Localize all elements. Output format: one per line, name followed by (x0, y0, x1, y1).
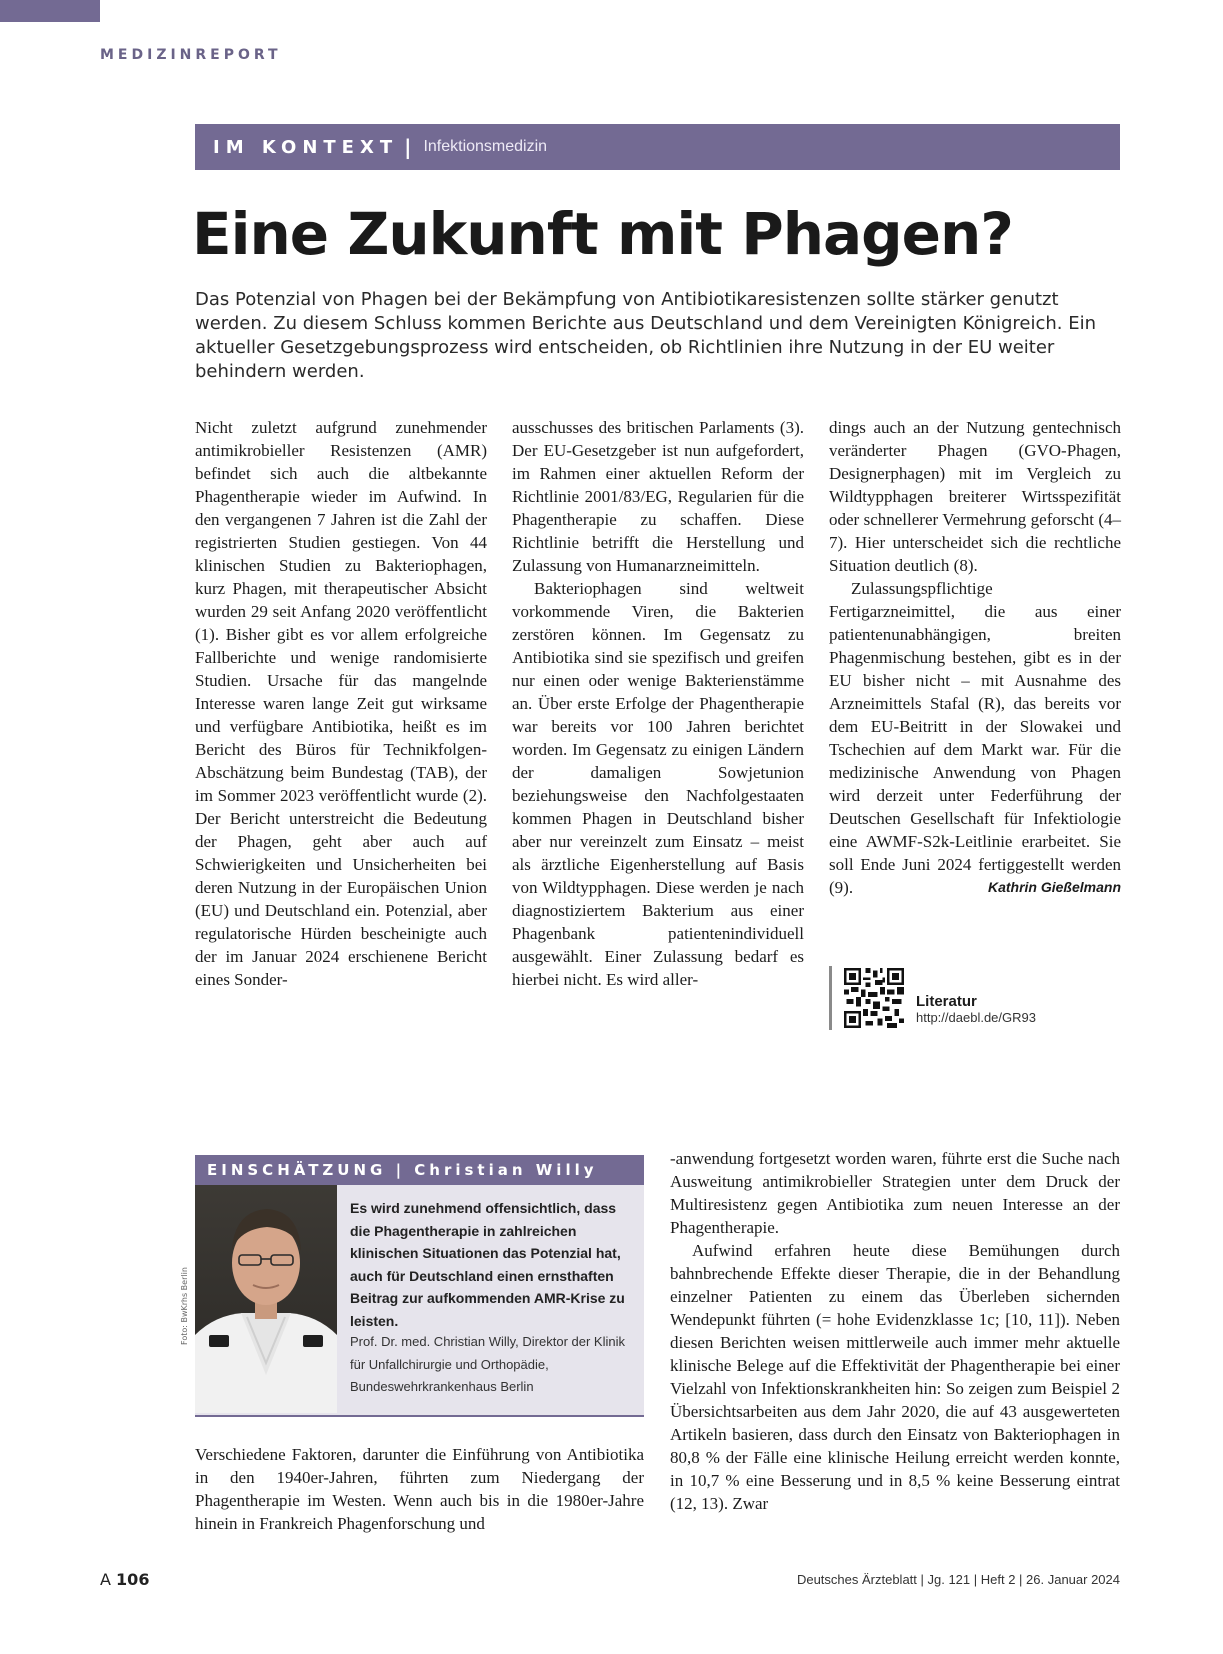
page-number-value: 106 (116, 1570, 150, 1589)
article-headline: Eine Zukunft mit Phagen? (192, 200, 1013, 268)
article-paragraph: Nicht zuletzt aufgrund zunehmender antimikrobieller Resistenzen (AMR) befindet sich auch die altbekannte Phagentherapie wieder im Aufwind. In den vergangenen 7 Jahren ist die Zahl der registrierten Studien gestiegen. Von 44 klinischen Studien zu Bakteriophagen, kurz Phagen, mit therapeutischer Absicht wurden 29 seit Anfang 2020 veröffentlicht (1). Bisher gibt es vor allem erfolgreiche Fallberichte und wenige randomisierte Studien. Ursache für das mangelnde Interesse waren lange Zeit gut wirksame und verfügbare Antibiotika, heißt es im Bericht des Büros für Technikfolgen-Abschätzung beim Bundestag (TAB), der im Sommer 2023 veröffentlicht wurde (2). Der Bericht unterstreicht die Bedeutung der Phagen, geht aber auch auf Schwierigkeiten und Unsicherheiten bei deren Nutzung in der Europäischen Union (EU) und Deutschland ein. Potenzial, aber regulatorische Hürden bescheinigte auch der im Januar 2024 erschienene Bericht eines Sonder- (195, 418, 487, 989)
article-paragraph: ausschusses des britischen Parlaments (3). Der EU-Gesetzgeber ist nun aufgefordert, im Rahmen einer aktuellen Reform der Richtlinie 2001/83/EG, Regularien für die Phagentherapie zu schaffen. Diese Richtlinie betrifft die Herstellung und Zulassung von Humanarzneimitteln. (512, 418, 804, 575)
article-column-2 (512, 416, 804, 991)
literature-text (916, 971, 1036, 1025)
corner-accent-block (0, 0, 100, 22)
page-number (100, 1570, 149, 1589)
section-label: MEDIZINREPORT (100, 47, 282, 63)
assessment-paragraph: Verschiedene Faktoren, darunter die Einführung von Antibiotika in den 1940er-Jahren, führten zum Niedergang der Phagentherapie im Westen. Wenn auch bis in die 1980er-Jahre hinein in Frankreich Phagenforschung und (195, 1445, 644, 1533)
article-paragraph: dings auch an der Nutzung gentechnisch veränderter Phagen (GVO-Phagen, Designerphagen) mit im Vergleich zu Wildtypphagen breiterer Wirtsspezifität oder schnellerer Vermehrung geforscht (4–7). Hier unterscheidet sich die rechtliche Situation deutlich (8). (829, 418, 1121, 575)
article-paragraph-text: Zulassungspflichtige Fertigarzneimittel, die aus einer patientenunabhängigen, breiten Phagenmischung bestehen, gibt es in der EU bisher nicht – mit Ausnahme des Arzneimittels Stafal (R), das bereits vor dem EU-Beitritt in der Slowakei und Tschechien auf dem Markt war. Für die medizinische Anwendung von Phagen wird derzeit unter Federführung der Deutschen Gesellschaft für Infektiologie eine AWMF-S2k-Leitlinie erarbeitet. Sie soll Ende Juni 2024 fertiggestellt werden (9). (829, 579, 1121, 897)
context-separator: | (404, 135, 412, 159)
author-byline: Kathrin Gießelmann (987, 879, 1121, 895)
assessment-quote: Es wird zunehmend offensichtlich, dass die Phagentherapie in zahlreichen klinischen Situationen das Potenzial hat, auch für Deutschland einen ernsthaften Beitrag zur aufkommenden AMR-Krise zu leisten. (350, 1200, 625, 1329)
article-column-1 (195, 416, 487, 991)
literature-reference[interactable] (829, 966, 1036, 1030)
assessment-column-right (670, 1147, 1120, 1515)
assessment-paragraph: Aufwind erfahren heute diese Bemühungen durch bahnbrechende Effekte dieser Therapie, die in der Behandlung einzelner Patienten zu einem das Überleben sichernden Wendepunkt führten (= hohe Evidenzklasse 1c; [10, 11]). Neben diesen Berichten weisen mittlerweile auch immer mehr aktuelle klinische Belege auf die Effektivität der Phagentherapie bei einer Vielzahl von Infektionskrankheiten hin: So zeigen zum Beispiel 2 Übersichtsarbeiten aus dem Jahr 2020, die auf 43 ausgewerteten Artikeln basieren, dass durch den Einsatz von Bakteriophagen in 80,8 % der Fälle eine klinische Heilung erreicht werden konnte, in 10,7 % eine Besserung und in 8,5 % keine Besserung eintrat (12, 13). Zwar (670, 1241, 1120, 1513)
assessment-header: EINSCHÄTZUNG | Christian Willy (195, 1155, 644, 1185)
literature-title: Literatur (916, 993, 977, 1010)
portrait-image (195, 1185, 337, 1413)
author-photo (195, 1185, 337, 1413)
context-bar (195, 124, 1120, 170)
context-topic: Infektionsmedizin (423, 138, 548, 155)
article-lead: Das Potenzial von Phagen bei der Bekämpfung von Antibiotikaresistenzen sollte stärker genutzt werden. Zu diesem Schluss kommen Berichte aus Deutschland und dem Vereinigten Königreich. Ein aktueller Gesetzgebungsprozess wird entscheiden, ob Richtlinien ihre Nutzung in der EU weiter behindern werden. (195, 289, 1097, 382)
photo-caption: Prof. Dr. med. Christian Willy, Direktor der Klinik für Unfallchirurgie und Orthopädie, Bundeswehrkrankenhaus Berlin (350, 1334, 625, 1394)
qr-code-icon[interactable] (844, 968, 904, 1028)
assessment-box (195, 1185, 644, 1417)
assessment-paragraph: -anwendung fortgesetzt worden waren, führte erst die Suche nach Ausweitung antimikrobieller Strategien unter dem Druck der Multiresistenz gegen Antibiotika zum neuen Interesse an der Phagentherapie. (670, 1149, 1120, 1237)
context-kicker: IM KONTEXT (213, 136, 399, 158)
article-paragraph: Bakteriophagen sind weltweit vorkommende Viren, die Bakterien zerstören können. Im Gegensatz zu Antibiotika sind sie spezifisch und greifen nur einen oder wenige Bakterienstämme an. Über erste Erfolge der Phagentherapie war bereits vor 100 Jahren berichtet worden. Im Gegensatz zu einigen Ländern der damaligen Sowjetunion beziehungsweise den Nachfolgestaaten kommen Phagen in Deutschland bisher aber nur vereinzelt zum Einsatz – meist als ärztliche Eigenherstellung auf Basis von Wildtypphagen. Diese werden je nach diagnostiziertem Bakterium aus einer Phagenbank patientenindividuell ausgewählt. Einer Zulassung bedarf es hierbei nicht. Es wird aller- (512, 579, 804, 989)
article-column-3 (829, 416, 1121, 899)
literature-link[interactable]: http://daebl.de/GR93 (916, 1010, 1036, 1025)
photo-credit: Foto: BwKrhs Berlin (180, 1267, 189, 1345)
assessment-column-left (195, 1443, 644, 1535)
publication-info: Deutsches Ärzteblatt | Jg. 121 | Heft 2 | 26. Januar 2024 (796, 1572, 1120, 1587)
page-prefix: A (100, 1570, 111, 1589)
article-paragraph (829, 577, 1121, 899)
